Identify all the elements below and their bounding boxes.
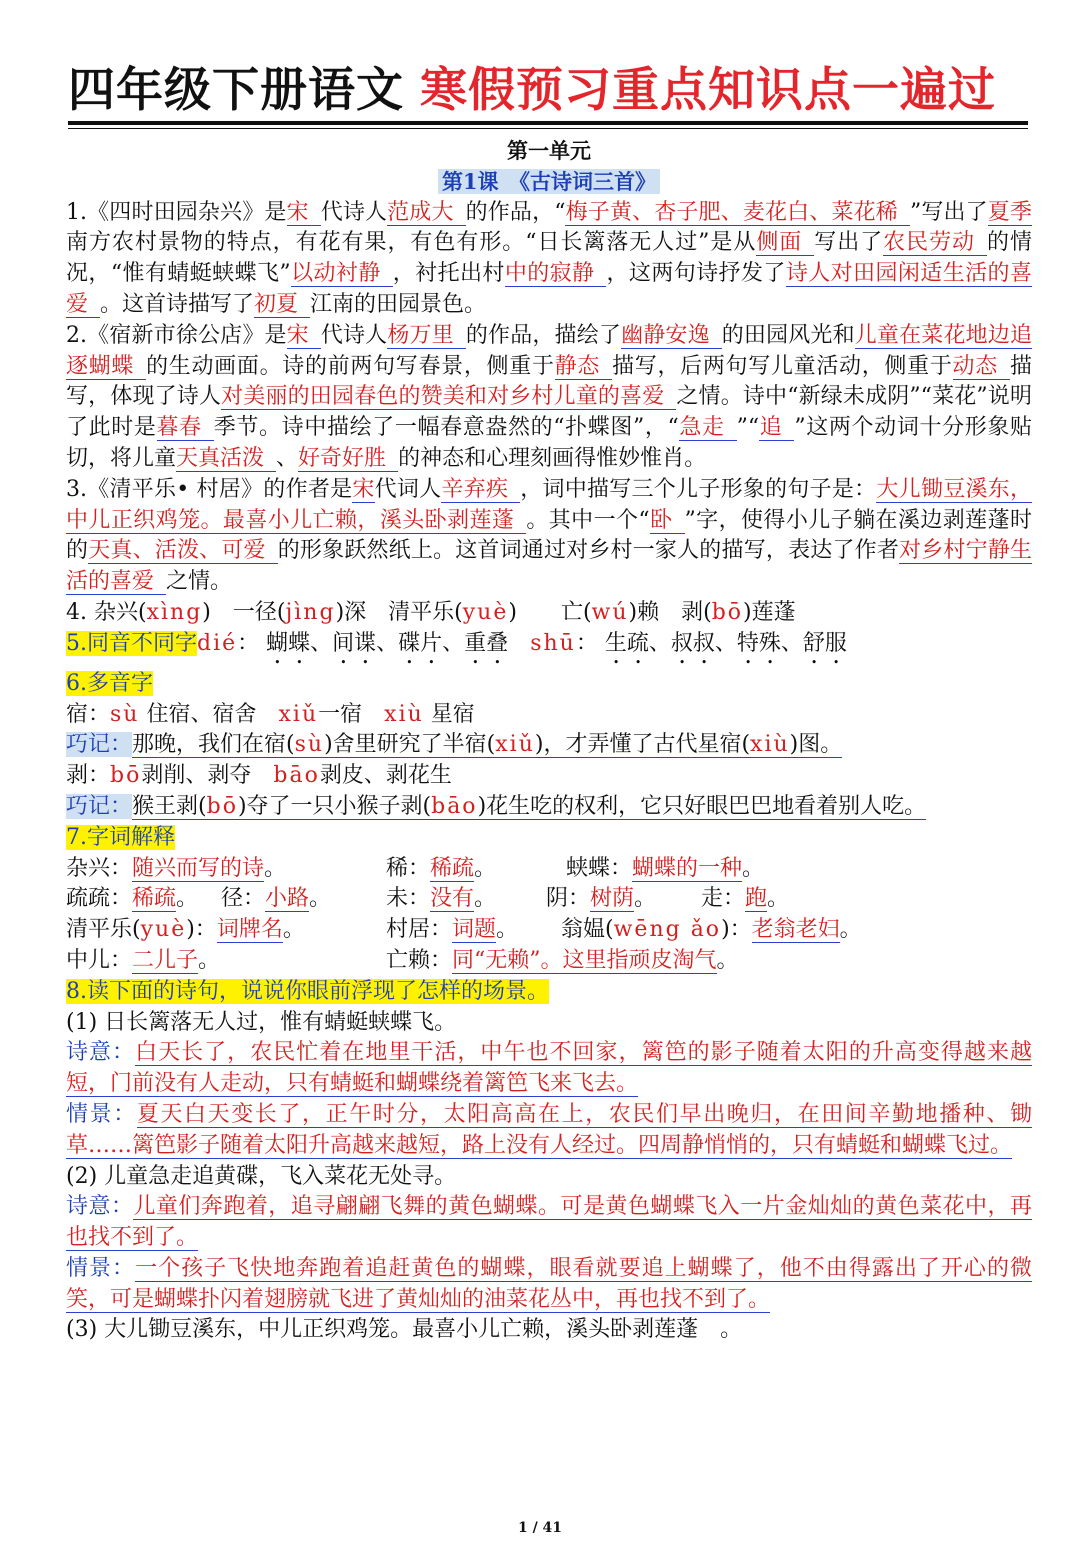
- text-span: ：: [237, 630, 260, 656]
- text-span: 。其中一个“: [526, 507, 650, 533]
- text-span: 。: [496, 917, 519, 943]
- lesson-heading: [66, 167, 1032, 198]
- text-span: 巧记：: [66, 793, 133, 819]
- text-span: 宋: [287, 323, 321, 349]
- text-span: 大儿锄豆溪东，中儿正织鸡笼。最喜小儿亡赖，溪头卧剥莲蓬: [66, 476, 1032, 533]
- text-span: 稀疏: [132, 886, 177, 912]
- text-span: 情景：: [66, 1255, 136, 1281]
- glossary-row-1: [66, 854, 1032, 885]
- text-span: 走：: [701, 886, 746, 912]
- polyphone-bo: [66, 761, 1032, 792]
- polyphone-su: [66, 700, 1032, 731]
- text-span: 第1课 《古诗词三首》: [438, 169, 660, 194]
- text-span: ”字，使得小儿子躺在溪边剥莲蓬时的: [66, 507, 1032, 564]
- text-group: [66, 915, 386, 946]
- text-group: [701, 884, 789, 915]
- paragraph-1: [66, 198, 1032, 321]
- text-span: 宋: [287, 200, 321, 226]
- title-subject: 寒假预习重点知识点一遍过: [420, 63, 996, 118]
- text-span: 树荫: [590, 886, 635, 912]
- page-title: [68, 60, 1028, 122]
- text-span: 稀：: [386, 855, 431, 881]
- text-span: 猴王剥(: [132, 793, 207, 819]
- text-span: 的作品，描绘了: [465, 322, 622, 348]
- text-span: 夏季: [987, 199, 1032, 225]
- text-span: 。: [474, 886, 497, 912]
- section-8-heading-line: [66, 977, 1032, 1008]
- text-group: [66, 884, 221, 915]
- text-span: xiǔ: [495, 732, 535, 758]
- text-span: ) 亡(: [508, 599, 592, 625]
- text-span: 农民劳动: [883, 230, 987, 256]
- text-span: ，衬托出村: [392, 261, 505, 287]
- text-span: )赖 剥(: [628, 599, 712, 625]
- text-span: 宿：: [66, 701, 111, 727]
- text-span: 南方农村景物的特点，有花有果，有色有形。“日长篱落无人过”是从: [66, 230, 757, 256]
- title-rule-thick: [68, 121, 1028, 125]
- text-span: 那晚，我们在宿(: [132, 732, 295, 758]
- text-span: 。: [474, 855, 497, 881]
- mnemonic-bo: [66, 792, 1032, 823]
- homophone-line: [66, 629, 1032, 669]
- text-span: 阴：: [546, 886, 591, 912]
- text-span: 。: [716, 947, 739, 973]
- text-span: 幽静安逸: [621, 323, 722, 349]
- text-span: xiǔ: [278, 701, 319, 727]
- text-span: 初夏: [254, 292, 310, 318]
- text-span: 儿童在菜花地边追逐蝴蝶: [66, 322, 1032, 379]
- text-span: 。: [839, 917, 862, 943]
- text-span: 一个孩子飞快地奔跑着追赶黄色的蝴蝶，眼看就要追上蝴蝶了，他不由得露出了开心的微笑，可是蝴蝶扑闪着翅膀就飞进了黄灿灿的油菜花丛中，再也找不到了。: [66, 1255, 1032, 1312]
- text-span: 2.《宿新市徐公店》是: [66, 322, 287, 348]
- text-span: jìng: [285, 599, 336, 625]
- text-span: )花生吃的权利，它只好眼巴巴地看着别人吃。: [477, 793, 927, 819]
- pinyin-line: [66, 598, 1032, 629]
- glossary-row-2: [66, 884, 1032, 915]
- text-span: )：: [721, 917, 752, 943]
- text-span: bāo: [273, 763, 320, 789]
- text-span: 天真、活泼、可爱: [88, 538, 278, 564]
- text-span: xìng: [146, 599, 203, 625]
- text-span: 生疏、叔叔、特殊、舒服: [604, 630, 847, 656]
- question-1: (1) 日长篱落无人过，惟有蜻蜓蛱蝶飞。: [66, 1009, 457, 1035]
- text-span: )：: [186, 917, 217, 943]
- q2-scene: [66, 1254, 1032, 1316]
- text-group: [561, 915, 862, 946]
- text-span: 白天长了，农民忙着在地里干活，中午也不回家，篱笆的影子随着太阳的升高变得越来越短，门前没有人走动，只有蜻蜓和蝴蝶绕着篱笆飞来飞去。: [66, 1040, 1032, 1097]
- text-span: 。: [767, 886, 790, 912]
- text-span: ，词中描写三个儿子形象的句子是：: [520, 476, 877, 502]
- text-span: 4. 杂兴(: [66, 599, 147, 625]
- text-group: [132, 794, 926, 820]
- unit-heading: 第一单元: [507, 138, 591, 163]
- text-span: 季节。诗中描绘了一幅春意盎然的“扑蝶图”，“: [213, 415, 679, 441]
- text-span: 追: [759, 415, 794, 441]
- text-span: 对美丽的田园春色的赞美和对乡村儿童的喜爱: [221, 384, 676, 410]
- text-span: 词牌名: [216, 917, 283, 943]
- text-span: 蝴蝶、间谍、碟片、重叠: [266, 630, 509, 656]
- text-span: 杂兴：: [66, 855, 133, 881]
- text-span: xiù: [384, 701, 424, 727]
- text-span: dié: [197, 630, 238, 656]
- text-span: 没有: [430, 886, 475, 912]
- text-span: 8.读下面的诗句，说说你眼前浮现了怎样的场景。: [66, 978, 549, 1004]
- text-span: 疏疏：: [66, 886, 133, 912]
- text-span: 的神态和心理刻画得惟妙惟肖。: [398, 445, 707, 471]
- text-span: 的田园风光和: [721, 322, 855, 348]
- text-span: 。: [634, 886, 657, 912]
- q2-meaning: [66, 1192, 1032, 1254]
- text-span: 。: [309, 886, 332, 912]
- text-span: 3.《清平乐• 村居》的作者是: [66, 476, 353, 502]
- text-span: 之情。诗中“新绿未成阴”“菜花”说明了此时是: [66, 384, 1032, 441]
- text-span: 诗意：: [66, 1194, 134, 1220]
- text-span: sù: [110, 701, 140, 727]
- text-span: shū: [530, 630, 576, 656]
- text-span: yuè: [462, 599, 509, 625]
- text-span: 中的寂静: [505, 261, 607, 287]
- text-span: 的生动画面。诗的前两句写春景，侧重于: [146, 353, 555, 379]
- paragraph-2: [66, 321, 1032, 475]
- text-span: 之情。: [166, 569, 233, 595]
- text-span: 词题: [452, 917, 497, 943]
- content-body: [66, 136, 1032, 1346]
- text-span: 。: [742, 855, 765, 881]
- text-span: 儿童们奔跑着，追寻翩翩飞舞的黄色蝴蝶。可是黄色蝴蝶飞入一片金灿灿的黄色菜花中，再也找不到了。: [66, 1194, 1032, 1251]
- text-span: 二儿子: [132, 947, 199, 973]
- text-group: [386, 946, 739, 977]
- section-5-heading: 5.同音不同字: [66, 630, 197, 656]
- text-span: )夺了一只小猴子剥(: [237, 793, 432, 819]
- text-span: 翁媪(: [561, 917, 614, 943]
- text-group: [66, 946, 386, 977]
- text-span: 。这首诗描写了: [100, 291, 255, 317]
- text-span: xiù: [750, 732, 790, 758]
- text-group: [132, 732, 842, 758]
- text-span: 代词人: [374, 476, 442, 502]
- text-span: 代诗人: [320, 322, 388, 348]
- title-grade: 四年级下册语文: [68, 63, 404, 118]
- text-group: [386, 915, 561, 946]
- text-span: 的作品，“: [465, 199, 566, 225]
- text-span: 稀疏: [430, 855, 475, 881]
- text-span: 卧: [650, 508, 685, 534]
- text-span: bō: [711, 599, 744, 625]
- text-span: 对乡村宁静生活的喜爱: [66, 538, 1032, 595]
- question-2: (2) 儿童急走追黄碟，飞入菜花无处寻。: [66, 1163, 457, 1189]
- text-span: 住宿、宿舍: [146, 701, 257, 727]
- text-group: [566, 854, 764, 885]
- text-span: 。: [264, 855, 287, 881]
- text-span: 以动衬静: [291, 261, 393, 287]
- text-group: [66, 854, 386, 885]
- text-span: 侧面: [756, 230, 814, 256]
- text-span: )莲蓬: [743, 599, 796, 625]
- section-7-heading-line: [66, 823, 1032, 854]
- text-span: 未：: [386, 886, 431, 912]
- text-span: 蝴蝶的一种: [632, 855, 743, 881]
- text-span: ，这两句诗抒发了: [606, 261, 786, 287]
- q1-meaning: [66, 1038, 1032, 1100]
- text-span: 代诗人: [320, 199, 388, 225]
- text-span: 的情况，“惟有蜻蜓蛱蝶飞”: [66, 230, 1032, 287]
- text-span: 江南的田园景色。: [310, 291, 487, 317]
- text-span: 剥削、剥夺: [141, 763, 252, 789]
- text-span: 动态: [953, 354, 1010, 380]
- text-span: 老翁老妇: [751, 917, 840, 943]
- text-span: 描写，体现了诗人: [66, 353, 1032, 410]
- text-span: 亡赖：: [386, 947, 453, 973]
- text-span: ”“: [736, 415, 760, 441]
- text-span: 宋: [352, 476, 375, 502]
- text-span: )图。: [789, 732, 843, 758]
- text-span: 梅子黄、杏子肥、麦花白、菜花稀: [565, 200, 909, 226]
- text-span: 巧记：: [66, 732, 133, 758]
- text-span: 静态: [555, 354, 612, 380]
- text-span: 星宿: [430, 701, 475, 727]
- text-span: yuè: [140, 917, 187, 943]
- text-span: 。: [176, 886, 199, 912]
- q1-scene: [66, 1100, 1032, 1162]
- glossary-row-3: [66, 915, 1032, 946]
- text-span: 一宿: [318, 701, 363, 727]
- title-block: [68, 60, 1028, 130]
- text-span: ”这两个动词十分形象贴切，将儿童: [66, 415, 1032, 471]
- text-span: 急走: [679, 415, 737, 441]
- question-3: (3) 大儿锄豆溪东，中儿正织鸡笼。最喜小儿亡赖，溪头卧剥莲蓬 。: [66, 1317, 743, 1343]
- text-span: bō: [110, 763, 142, 789]
- text-span: 7.字词解释: [66, 824, 175, 850]
- text-span: 辛弃疾: [441, 477, 520, 503]
- text-span: 随兴而写的诗: [132, 855, 265, 881]
- text-span: 天真活泼: [176, 446, 276, 472]
- text-span: 诗人对田园闲适生活的喜爱: [66, 261, 1032, 317]
- text-span: 剥皮、剥花生: [319, 763, 452, 789]
- text-span: 夏天白天变长了，正午时分，太阳高高在上，农民们早出晚归，在田间辛勤地播种、锄草……篱笆影子随着太阳升高越来越短，路上没有人经过。四周静悄悄的，只有蜻蜓和蝴蝶飞过。: [66, 1101, 1032, 1158]
- text-span: bō: [206, 793, 238, 819]
- text-span: wēng ǎo: [613, 917, 722, 943]
- text-span: 清平乐(: [66, 917, 141, 943]
- text-span: 描写，后两句写儿童活动，侧重于: [612, 353, 953, 379]
- text-span: 村居：: [386, 917, 453, 943]
- text-span: 小路: [265, 886, 310, 912]
- text-span: 。: [198, 947, 221, 973]
- text-span: 同“无赖”。这里指顽皮淘气: [452, 947, 717, 973]
- text-span: 。: [282, 917, 305, 943]
- text-span: 的形象跃然纸上。这首词通过对乡村一家人的描写，表达了作者: [277, 538, 900, 564]
- text-span: 剥：: [66, 763, 111, 789]
- text-span: ) 一径(: [202, 599, 286, 625]
- text-span: )，才弄懂了古代星宿(: [534, 732, 751, 758]
- text-span: sù: [294, 732, 325, 758]
- text-span: 暮春: [157, 415, 214, 441]
- text-group: [386, 854, 566, 885]
- text-group: [386, 884, 546, 915]
- text-span: 情景：: [66, 1101, 137, 1127]
- page-number: 1 / 41: [517, 1520, 563, 1536]
- text-group: [221, 884, 386, 915]
- text-span: 中儿：: [66, 947, 133, 973]
- text-span: 跑: [745, 886, 768, 912]
- text-span: 、: [276, 445, 299, 471]
- text-span: ：: [575, 630, 598, 656]
- text-span: 径：: [221, 886, 266, 912]
- text-span: 6.多音字: [66, 670, 153, 696]
- text-span: ”写出了: [909, 199, 988, 225]
- text-span: bāo: [431, 793, 478, 819]
- text-span: 蛱蝶：: [566, 855, 633, 881]
- text-span: wú: [591, 599, 629, 625]
- paragraph-3: [66, 475, 1032, 598]
- text-span: 好奇好胜: [298, 446, 398, 472]
- text-group: [546, 884, 701, 915]
- glossary-row-4: [66, 946, 1032, 977]
- text-span: 写出了: [814, 230, 884, 256]
- text-span: 范成大: [387, 200, 465, 226]
- text-span: )深 清平乐(: [335, 599, 463, 625]
- text-span: 杨万里: [387, 323, 466, 349]
- text-span: 1.《四时田园杂兴》是: [66, 199, 287, 225]
- text-span: )舍里研究了半宿(: [324, 732, 496, 758]
- title-rule-thin: [68, 128, 1028, 129]
- section-6-heading-line: [66, 669, 1032, 700]
- mnemonic-su: [66, 730, 1032, 761]
- text-span: 诗意：: [66, 1040, 136, 1066]
